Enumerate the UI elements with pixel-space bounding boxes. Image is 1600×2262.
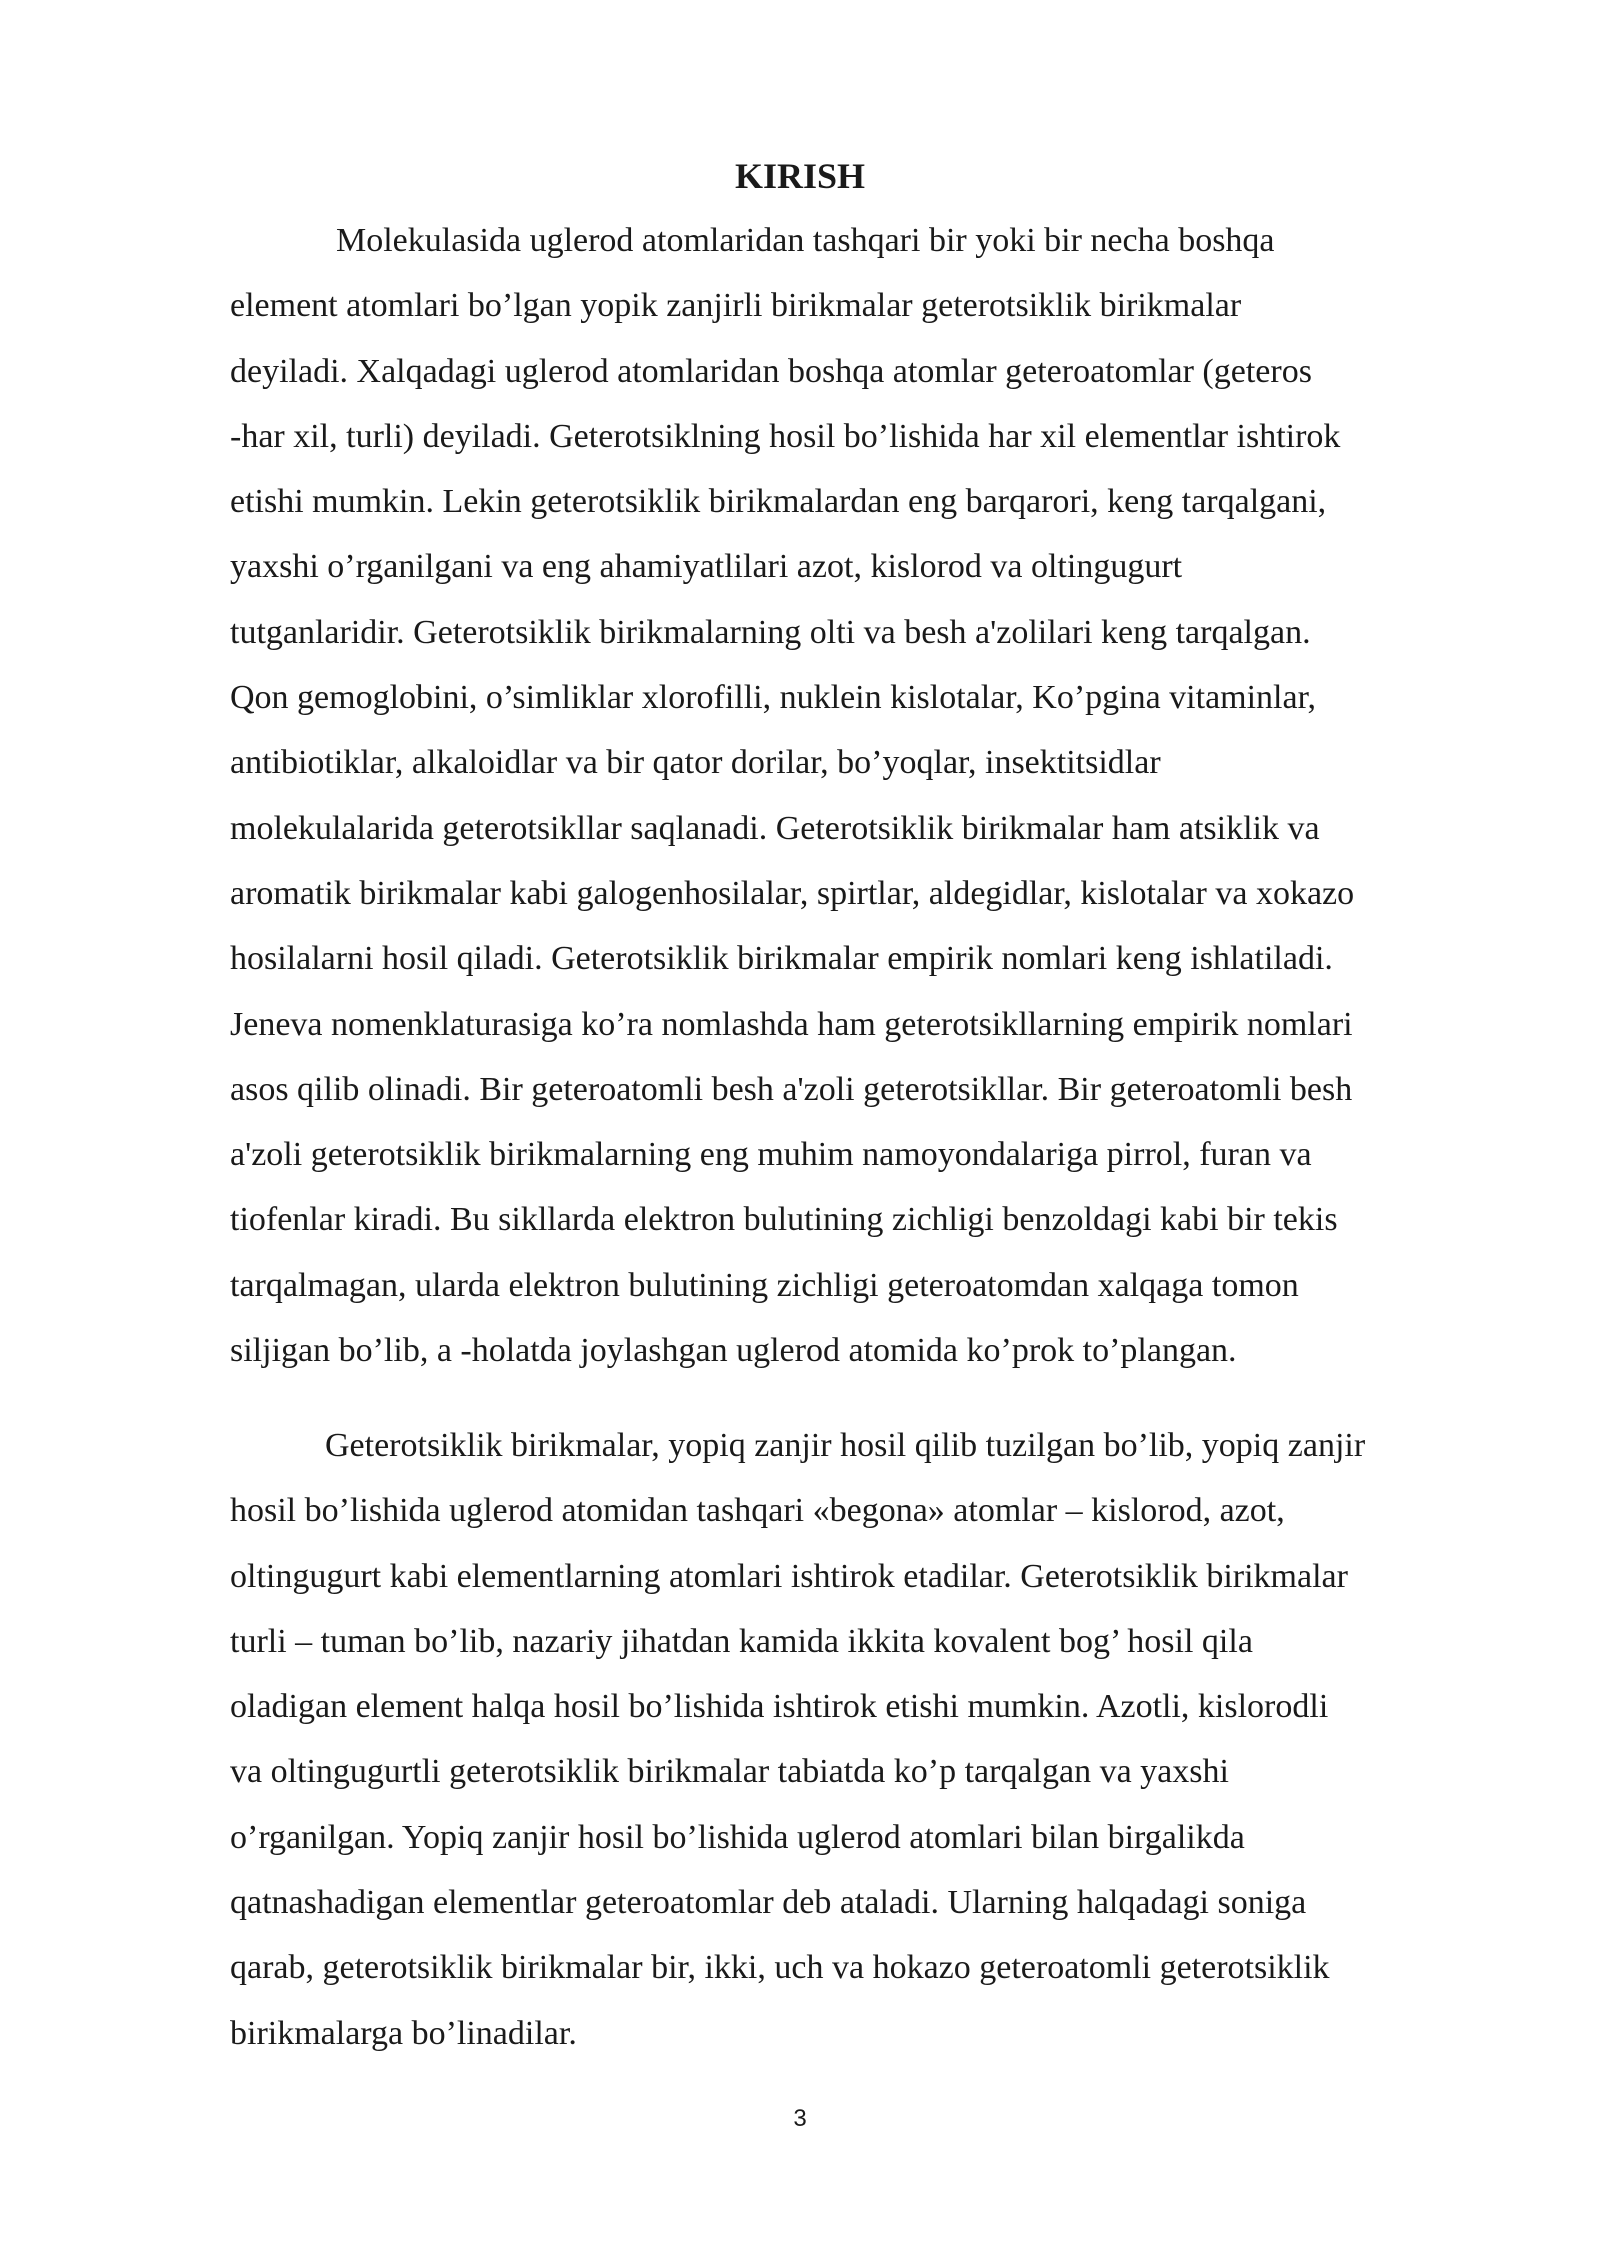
text-line: Geterotsiklik birikmalar, yopiq zanjir hosil qilib tuzilgan bo’lib, yopiq zanjir [325,1427,1366,1464]
text-line: va oltingugurtli geterotsiklik birikmalar tabiatda ko’p tarqalgan va yaxshi [230,1753,1229,1791]
text-line: qarab, geterotsiklik birikmalar bir, ikki, uch va hokazo geteroatomli geterotsiklik [230,1949,1330,1987]
page-number: 3 [793,2105,807,2132]
text-line: Qon gemoglobini, o’simliklar xlorofilli, nuklein kislotalar, Ko’pgina vitaminlar, [230,679,1317,717]
text-line: element atomlari bo’lgan yopik zanjirli birikmalar geterotsiklik birikmalar [230,287,1242,325]
text-line: molekulalarida geterotsikllar saqlanadi. Geterotsiklik birikmalar ham atsiklik va [230,809,1320,847]
text-line: etishi mumkin. Lekin geterotsiklik birikmalardan eng barqarori, keng tarqalgani, [230,483,1327,521]
text-line: Jeneva nomenklaturasiga ko’ra nomlashda ham geterotsikllarning empirik nomlari [230,1005,1353,1043]
text-line: oltingugurt kabi elementlarning atomlari ishtirok etadilar. Geterotsiklik birikmalar [230,1557,1348,1595]
text-line: siljigan bo’lib, a -holatda joylashgan uglerod atomida ko’prok to’plangan. [230,1332,1237,1370]
paragraph-2 [230,1413,1495,2066]
text-line: yaxshi o’rganilgani va eng ahamiyatlilari azot, kislorod va oltingugurt [230,548,1183,586]
paragraph-1 [230,208,1495,1383]
text-line: Molekulasida uglerod atomlaridan tashqari bir yoki bir necha boshqa [336,222,1275,259]
text-line: hosil bo’lishida uglerod atomidan tashqari «begona» atomlar – kislorod, azot, [230,1492,1285,1530]
text-line: qatnashadigan elementlar geteroatomlar deb ataladi. Ularning halqadagi soniga [230,1884,1307,1922]
text-line: turli – tuman bo’lib, nazariy jihatdan kamida ikkita kovalent bog’ hosil qila [230,1622,1253,1660]
text-line: a'zoli geterotsiklik birikmalarning eng muhim namoyondalariga pirrol, furan va [230,1136,1312,1174]
text-line: tiofenlar kiradi. Bu sikllarda elektron bulutining zichligi benzoldagi kabi bir tekis [230,1201,1338,1239]
text-line: asos qilib olinadi. Bir geteroatomli besh a'zoli geterotsikllar. Bir geteroatomli besh [230,1070,1353,1108]
text-line: -har xil, turli) deyiladi. Geterotsiklning hosil bo’lishida har xil elementlar ishtirok [230,417,1341,455]
text-line: hosilalarni hosil qiladi. Geterotsiklik birikmalar empirik nomlari keng ishlatiladi. [230,940,1333,978]
text-line: o’rganilgan. Yopiq zanjir hosil bo’lishida uglerod atomlari bilan birgalikda [230,1818,1245,1856]
text-line: deyiladi. Xalqadagi uglerod atomlaridan boshqa atomlar geteroatomlar (geteros [230,352,1312,390]
text-line: oladigan element halqa hosil bo’lishida ishtirok etishi mumkin. Azotli, kislorodli [230,1688,1329,1726]
text-line: tutganlaridir. Geterotsiklik birikmalarning olti va besh a'zolilari keng tarqalgan. [230,613,1311,651]
page-title: KIRISH [734,156,866,196]
text-line: aromatik birikmalar kabi galogenhosilalar, spirtlar, aldegidlar, kislotalar va xokazo [230,874,1355,912]
text-line: tarqalmagan, ularda elektron bulutining zichligi geteroatomdan xalqaga tomon [230,1266,1299,1304]
text-line: birikmalarga bo’linadilar. [230,2014,577,2052]
text-line: antibiotiklar, alkaloidlar va bir qator dorilar, bo’yoqlar, insektitsidlar [230,744,1161,782]
